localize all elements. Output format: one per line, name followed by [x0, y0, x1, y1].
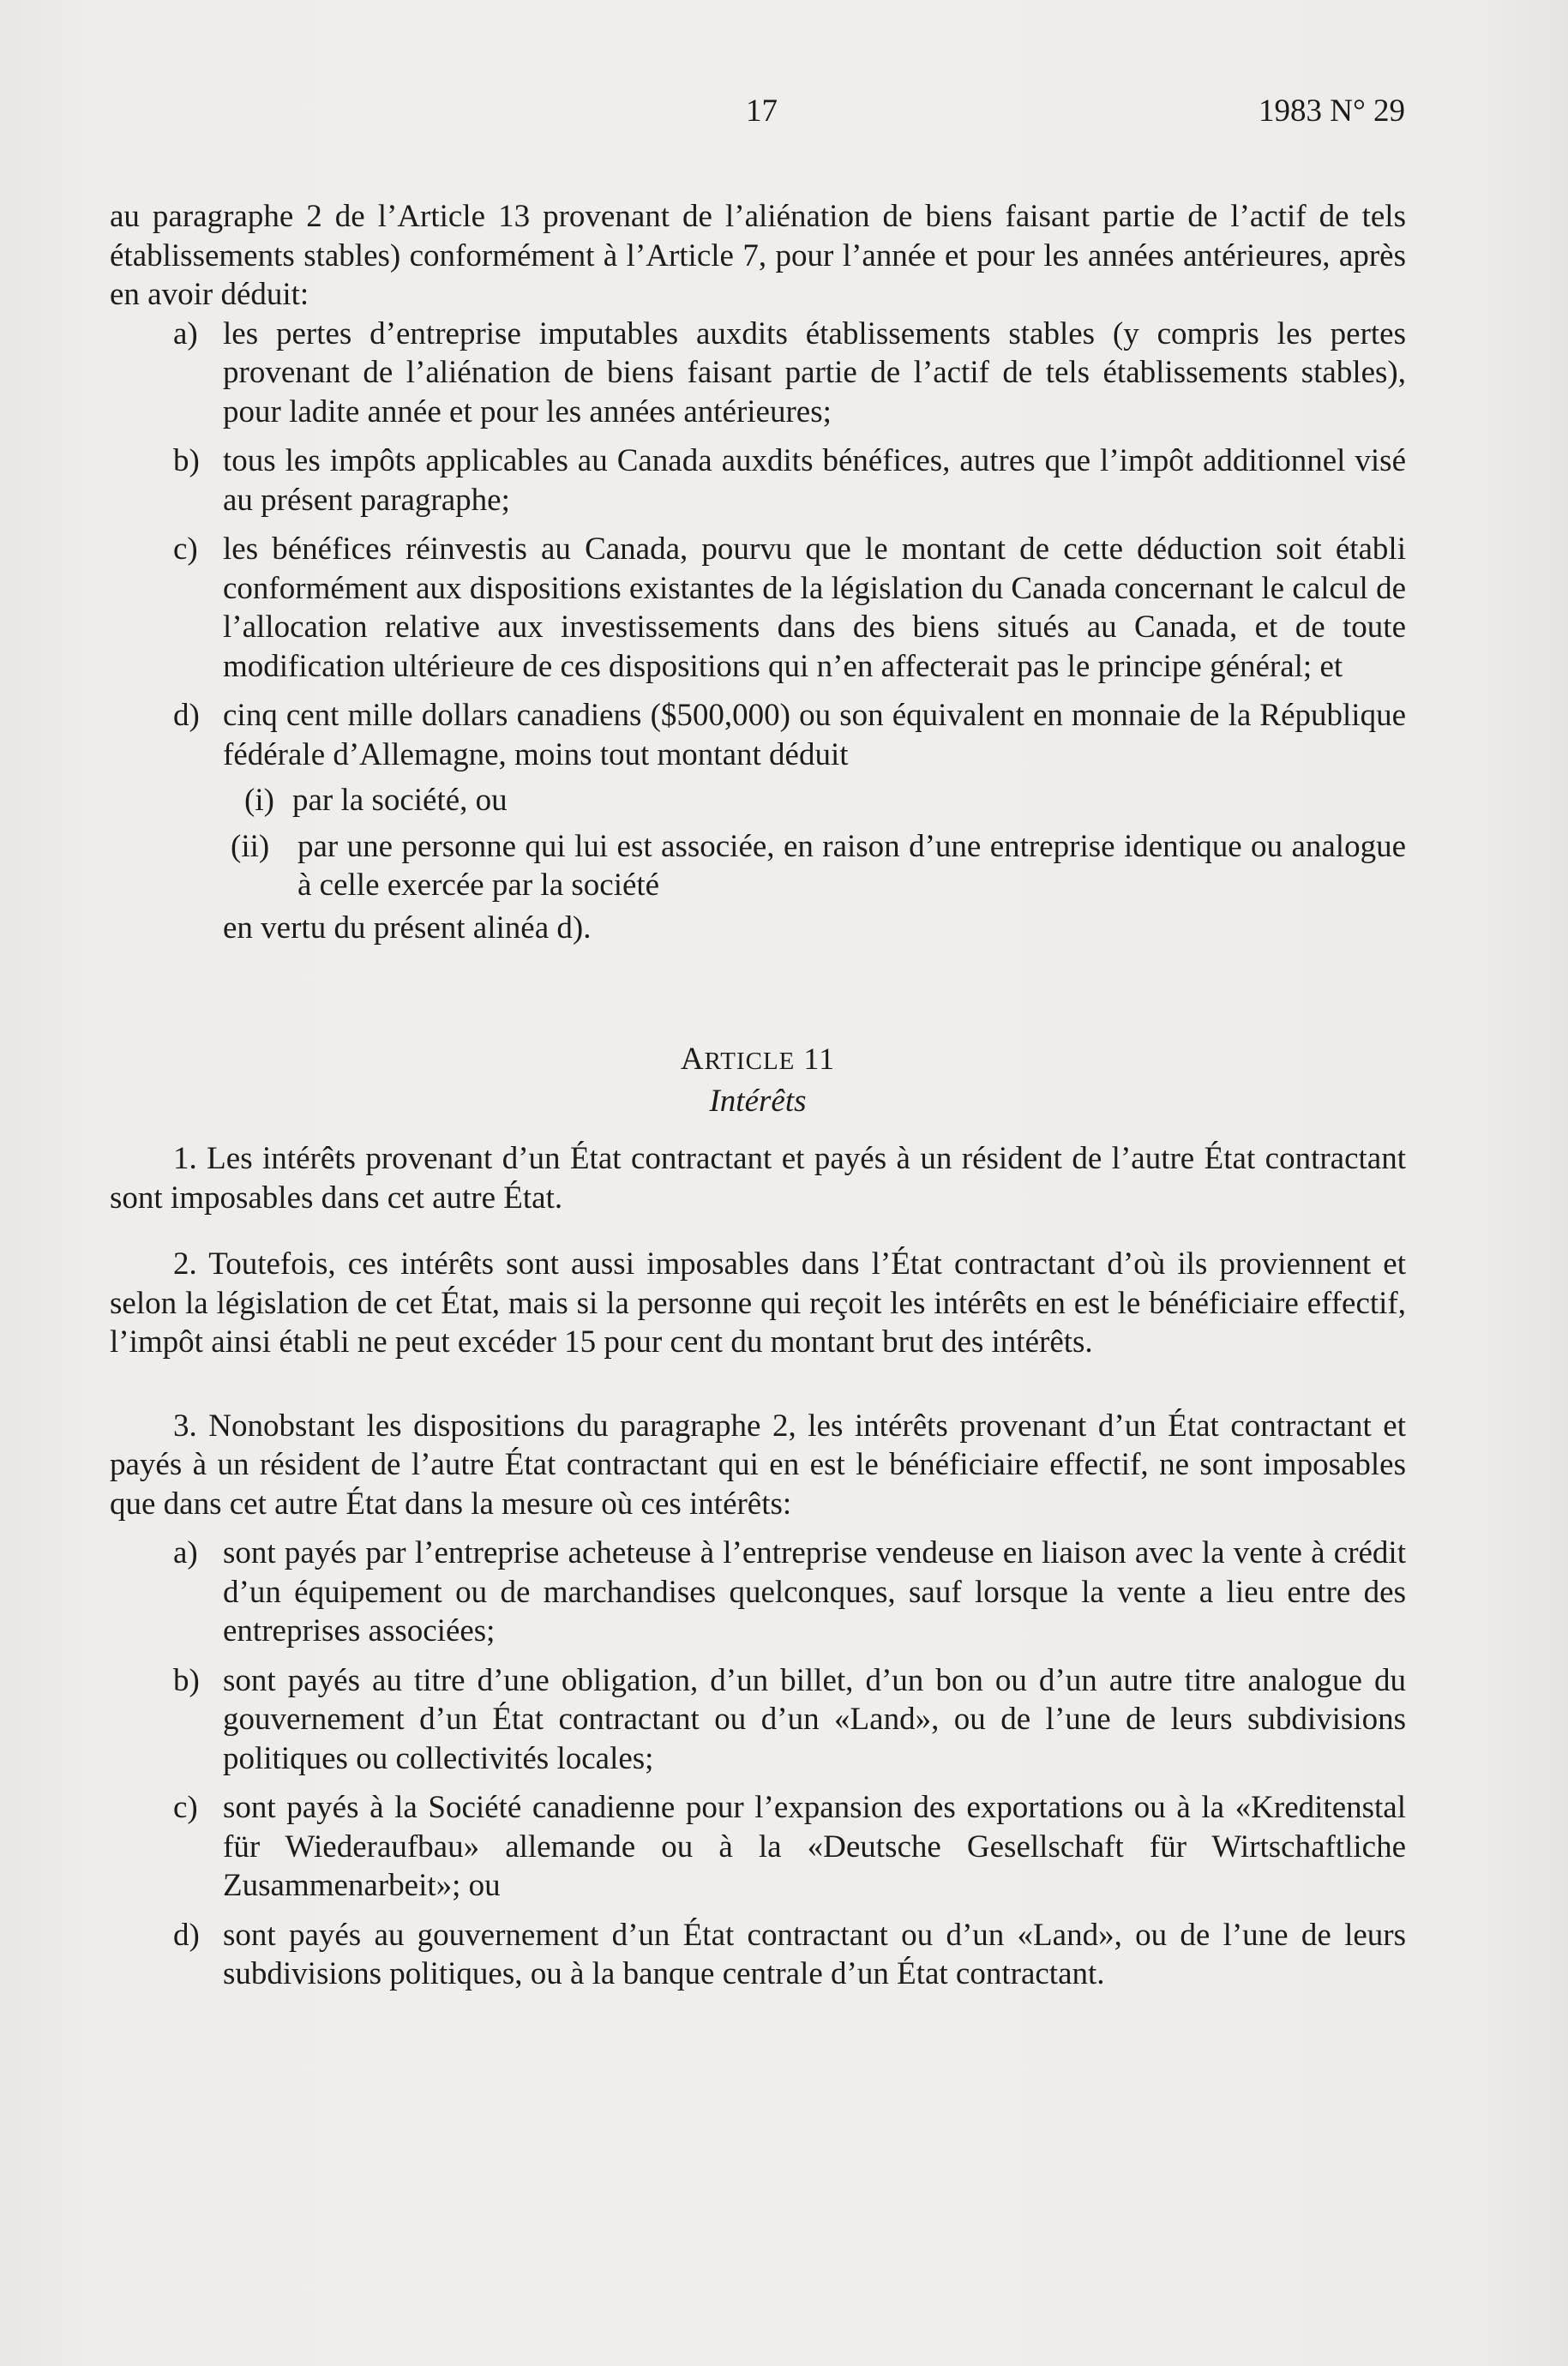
sub-list-item-text: par une personne qui lui est associée, en raison d’une entreprise identique ou analogue à celle exercée par la société — [297, 828, 1406, 903]
page-header — [110, 93, 1405, 135]
list-item-label: b) — [173, 443, 200, 478]
list-item-text: sont payés au titre d’une obligation, d’un billet, d’un bon ou d’un autre titre analogue du gouvernement d’un État contractant ou d’un «Land», ou de l’une de leurs subdivisions politiques ou collectivités locales; — [223, 1662, 1406, 1776]
sub-list-item-text: par la société, ou — [292, 783, 508, 818]
list-item-text: les bénéfices réinvestis au Canada, pourvu que le montant de cette déduction soit établi conformément aux dispositions existantes de la législation du Canada concernant le calcul de l’allocation relative aux investissements dans des biens situés au Canada, et de toute modification ultérieure de ces dispositions qui n’en affecterait pas le principe général; et — [223, 531, 1406, 684]
list-item — [110, 696, 1406, 774]
list-item-text: tous les impôts applicables au Canada auxdits bénéfices, autres que l’impôt additionnel visé au présent paragraphe; — [223, 443, 1406, 518]
list-item-label: b) — [173, 1662, 200, 1698]
sub-list-item-label: (ii) — [231, 828, 270, 864]
sub-list-item-label: (i) — [244, 783, 274, 818]
list-item — [110, 1916, 1406, 1994]
document-body — [110, 197, 1406, 2004]
list-item-label: d) — [173, 1917, 200, 1953]
list-item — [110, 1788, 1406, 1906]
article-title: Intérêts — [709, 1083, 807, 1119]
page-number: 17 — [746, 93, 778, 129]
list-item-text: cinq cent mille dollars canadiens ($500,000) ou son équivalent en monnaie de la République fédérale d’Allemagne, moins tout montant déduit — [223, 698, 1406, 772]
list-item — [110, 1661, 1406, 1779]
sub-list-item — [110, 781, 1406, 820]
list-item-label: d) — [173, 698, 200, 733]
article-heading: ARTICLE 11 — [680, 1042, 836, 1077]
list-item-text: sont payés au gouvernement d’un État contractant ou d’un «Land», ou de l’une de leurs subdivisions politiques, ou à la banque centrale d’un État contractant. — [223, 1917, 1406, 1991]
list-item-label: c) — [173, 1790, 198, 1825]
article-paragraph: 1. Les intérêts provenant d’un État contractant et payés à un résident de l’autre État contractant sont imposables dans cet autre État. — [110, 1141, 1406, 1216]
gazette-reference: 1983 N° 29 — [1258, 93, 1405, 129]
list-item-label: c) — [173, 531, 198, 567]
list-item — [110, 530, 1406, 686]
list-item-text: sont payés par l’entreprise acheteuse à l’entreprise vendeuse en liaison avec la vente à crédit d’un équipement ou de marchandises quelconques, sauf lorsque la vente a lieu entre des entreprises associées; — [223, 1535, 1406, 1648]
list-item — [110, 315, 1406, 432]
list-item-text: les pertes d’entreprise imputables auxdits établissements stables (y compris les pertes provenant de l’aliénation de biens faisant partie de l’actif de tels établissements stables), pour ladite année et pour les années antérieures; — [223, 315, 1406, 429]
sub-list-item — [110, 827, 1406, 905]
list-item-continuation: en vertu du présent alinéa d). — [223, 910, 592, 946]
list-item-label: a) — [173, 315, 198, 351]
list-item — [110, 1534, 1406, 1651]
list-item — [110, 441, 1406, 519]
list-item-text: sont payés à la Société canadienne pour l’expansion des exportations ou à la «Kreditenstal für Wiederaufbau» allemande ou à la «Deutsche Gesellschaft für Wirtschaftliche Zusammenarbeit»; ou — [223, 1790, 1406, 1903]
list-item-label: a) — [173, 1535, 198, 1570]
article-paragraph: 2. Toutefois, ces intérêts sont aussi imposables dans l’État contractant d’où ils proviennent et selon la législation de cet État, mais si la personne qui reçoit les intérêts en est le bénéficiaire effectif, l’impôt ainsi établi ne peut excéder 15 pour cent du montant brut des intérêts. — [110, 1246, 1406, 1360]
article-paragraph: 3. Nonobstant les dispositions du paragraphe 2, les intérêts provenant d’un État contractant et payés à un résident de l’autre État contractant qui en est le bénéficiaire effectif, ne sont imposables que dans cet autre État dans la mesure où ces intérêts: — [110, 1408, 1406, 1522]
intro-paragraph: au paragraphe 2 de l’Article 13 provenant de l’aliénation de biens faisant partie de l’actif de tels établissements stables) conformément à l’Article 7, pour l’année et pour les années antérieures, après en avoir déduit: — [110, 199, 1406, 312]
